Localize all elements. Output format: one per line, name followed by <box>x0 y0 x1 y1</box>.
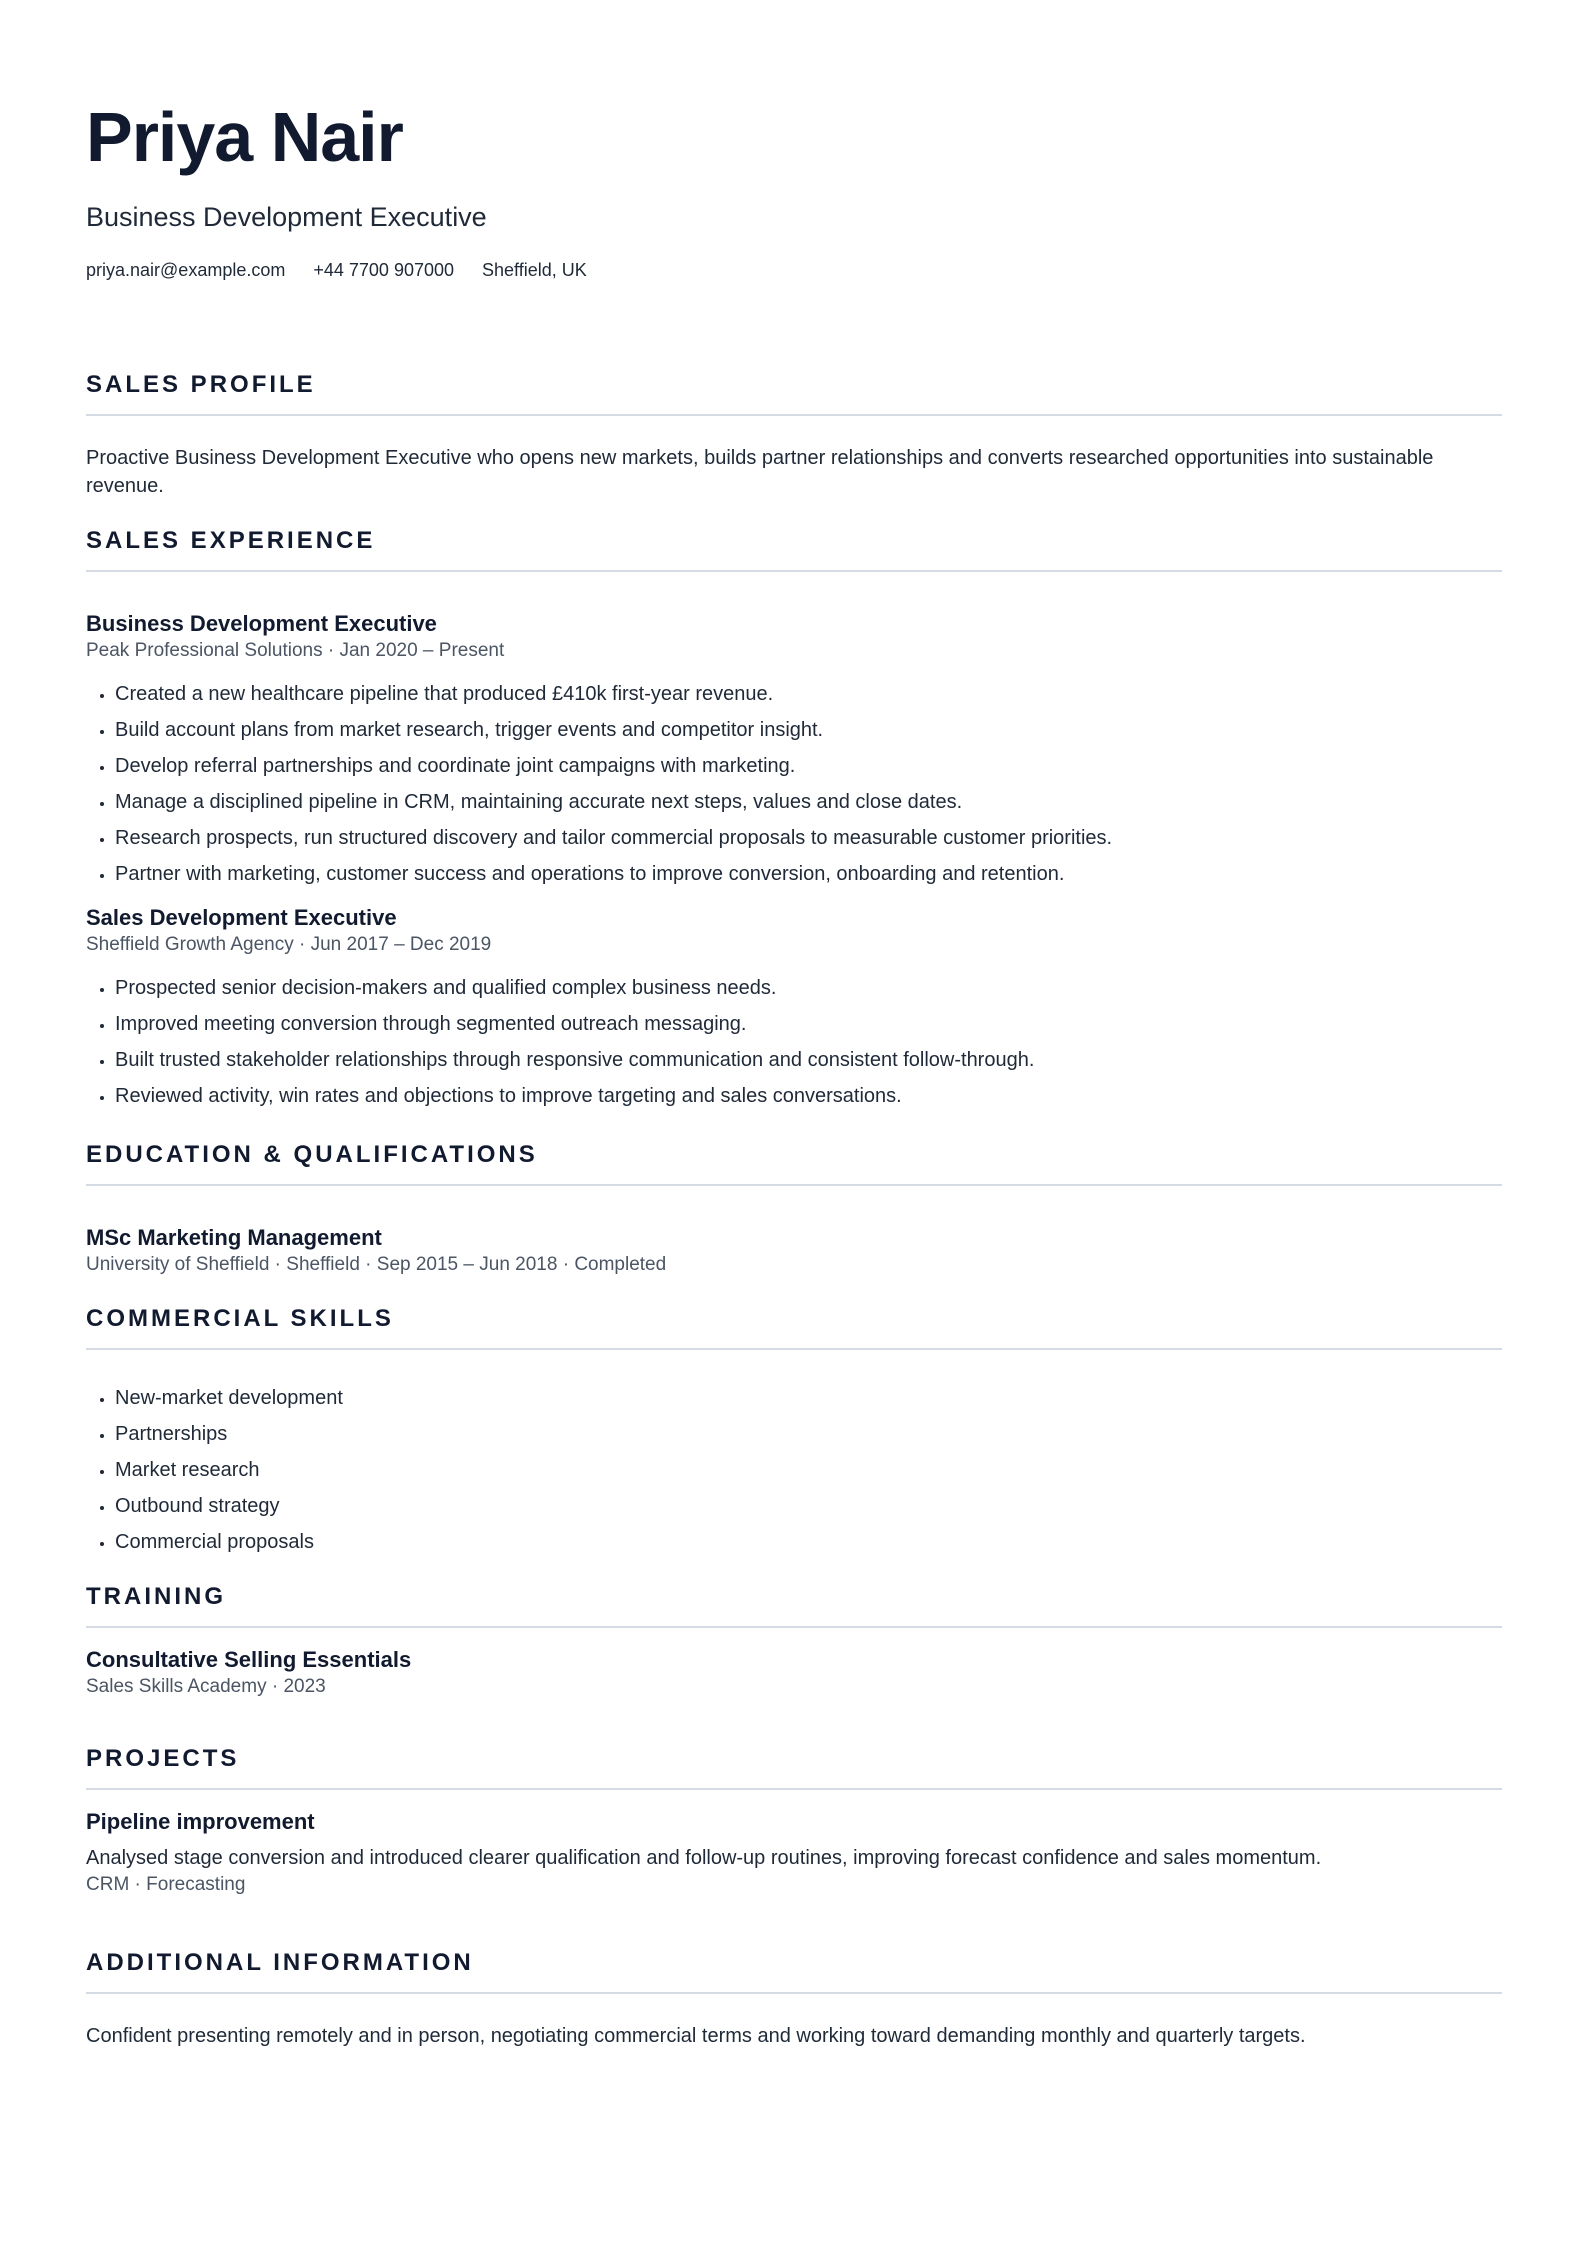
additional-text: Confident presenting remotely and in person, negotiating commercial terms and working toward demanding monthly and quarterly targets. <box>86 2025 1306 2047</box>
education-entry <box>86 1224 1502 1278</box>
list-item: • Manage a disciplined pipeline in CRM, maintaining accurate next steps, values and close dates. <box>115 784 1502 820</box>
list-item: • Partner with marketing, customer success and operations to improve conversion, onboarding and retention. <box>115 856 1502 892</box>
job-bullets <box>86 970 1502 1114</box>
resume-header <box>86 0 1502 282</box>
list-item: • Created a new healthcare pipeline that produced £410k first-year revenue. <box>115 676 1502 712</box>
contact-phone: +44 7700 907000 <box>313 260 455 280</box>
list-item: • Reviewed activity, win rates and objections to improve targeting and sales conversations. <box>115 1078 1502 1114</box>
training-title: Consultative Selling Essentials <box>86 1647 412 1672</box>
skills-list <box>86 1380 1502 1560</box>
section-heading: PROJECTS <box>86 1744 1502 1790</box>
section-heading: TRAINING <box>86 1582 1502 1628</box>
job-bullets <box>86 676 1502 892</box>
job-title: Sales Development Executive <box>86 905 397 930</box>
training-meta: Sales Skills Academy · 2023 <box>86 1676 326 1697</box>
list-item: • Build account plans from market research, trigger events and competitor insight. <box>115 712 1502 748</box>
section-additional-information <box>86 1948 1502 2050</box>
section-projects <box>86 1744 1502 1898</box>
job-entry <box>86 904 1502 1114</box>
profile-summary: Proactive Business Development Executive who opens new markets, builds partner relationships and converts researched opportunities into sustainable revenue. <box>86 447 1434 497</box>
list-item: • Prospected senior decision-makers and qualified complex business needs. <box>115 970 1502 1006</box>
list-item: • New-market development <box>115 1380 1502 1416</box>
list-item: • Partnerships <box>115 1416 1502 1452</box>
project-title: Pipeline improvement <box>86 1809 315 1834</box>
list-item: • Research prospects, run structured discovery and tailor commercial proposals to measurable customer priorities. <box>115 820 1502 856</box>
section-education <box>86 1140 1502 1278</box>
contact-email: priya.nair@example.com <box>86 260 286 280</box>
section-heading: SALES EXPERIENCE <box>86 526 1502 572</box>
job-meta: Sheffield Growth Agency · Jun 2017 – Dec 2019 <box>86 934 492 955</box>
project-entry <box>86 1808 1502 1898</box>
list-item: • Market research <box>115 1452 1502 1488</box>
section-training <box>86 1582 1502 1700</box>
candidate-name: Priya Nair <box>86 98 403 176</box>
section-commercial-skills <box>86 1304 1502 1560</box>
candidate-title: Business Development Executive <box>86 202 487 232</box>
list-item: • Develop referral partnerships and coordinate joint campaigns with marketing. <box>115 748 1502 784</box>
section-sales-profile <box>86 370 1502 500</box>
section-heading: ADDITIONAL INFORMATION <box>86 1948 1502 1994</box>
training-entry <box>86 1646 1502 1700</box>
section-heading: COMMERCIAL SKILLS <box>86 1304 1502 1350</box>
list-item: • Commercial proposals <box>115 1524 1502 1560</box>
contact-location: Sheffield, UK <box>482 260 587 280</box>
job-title: Business Development Executive <box>86 611 437 636</box>
project-description: Analysed stage conversion and introduced clearer qualification and follow-up routines, improving forecast confidence and sales momentum. <box>86 1847 1322 1869</box>
list-item: • Outbound strategy <box>115 1488 1502 1524</box>
degree-title: MSc Marketing Management <box>86 1225 382 1250</box>
list-item: • Improved meeting conversion through segmented outreach messaging. <box>115 1006 1502 1042</box>
job-meta: Peak Professional Solutions · Jan 2020 – Present <box>86 640 505 661</box>
section-sales-experience <box>86 526 1502 1114</box>
contact-details <box>86 258 1502 282</box>
section-heading: SALES PROFILE <box>86 370 1502 416</box>
job-entry <box>86 610 1502 892</box>
section-heading: EDUCATION & QUALIFICATIONS <box>86 1140 1502 1186</box>
project-tags: CRM · Forecasting <box>86 1874 246 1895</box>
degree-meta: University of Sheffield · Sheffield · Sep 2015 – Jun 2018 · Completed <box>86 1254 667 1275</box>
list-item: • Built trusted stakeholder relationships through responsive communication and consistent follow-through. <box>115 1042 1502 1078</box>
